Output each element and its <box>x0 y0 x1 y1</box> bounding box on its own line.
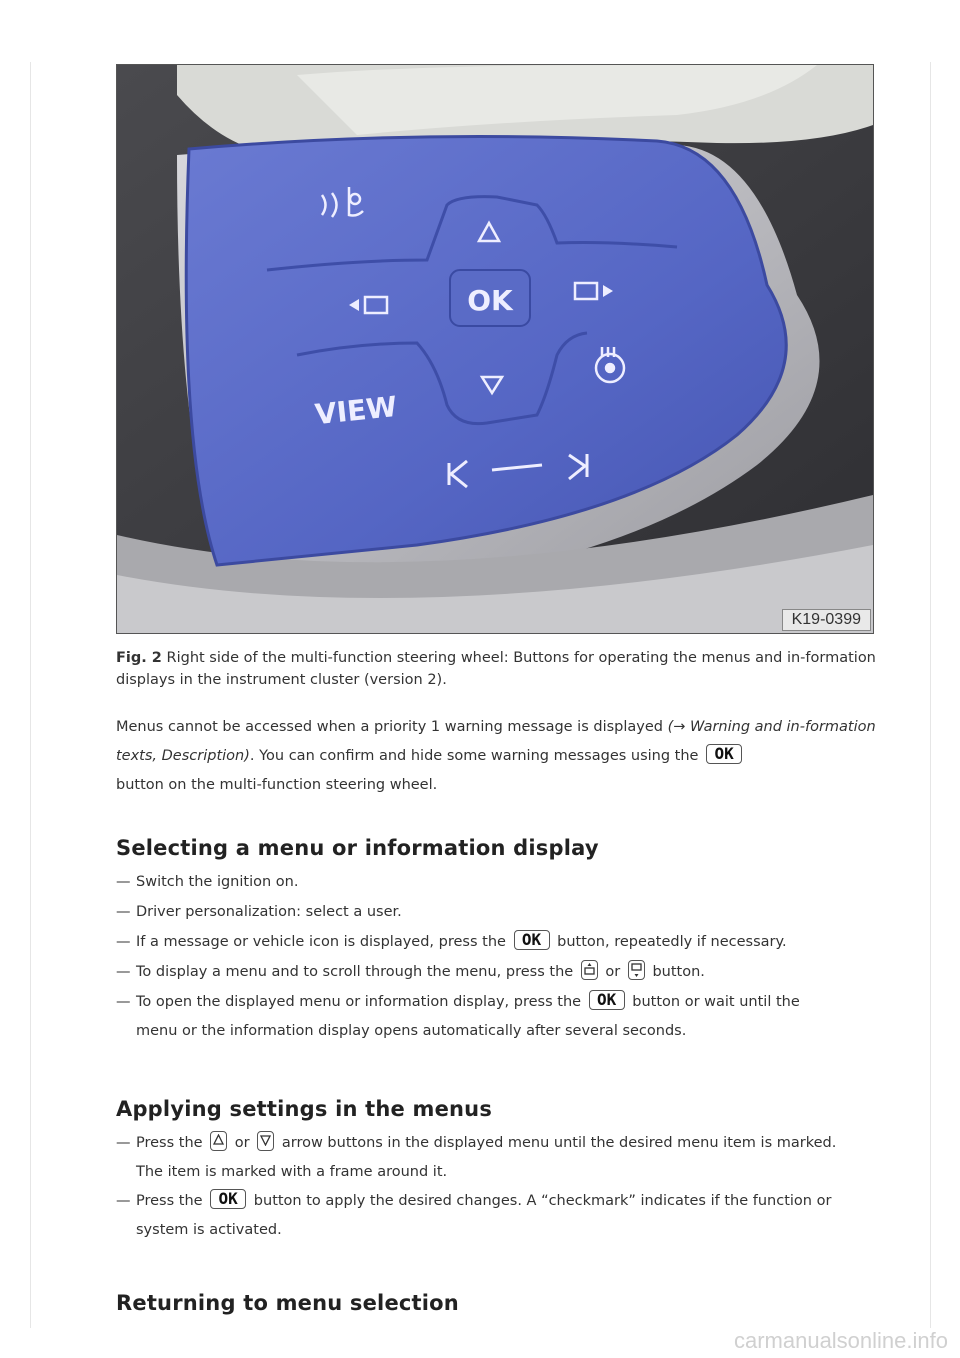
ok-key-icon: OK <box>706 744 742 764</box>
list-item: — Press the or arrow buttons in the displayed menu until the desired menu item is marked. The item is marked with a frame around it. <box>116 1129 896 1187</box>
menu-left-key-icon <box>581 960 598 980</box>
list-item: — To open the displayed menu or information display, press the OK button or wait until the menu or the information display opens automatically after several seconds. <box>116 990 800 1039</box>
menu-right-key-icon <box>628 960 645 980</box>
right-margin-line <box>930 62 931 1328</box>
figure-caption-text: Right side of the multi-function steering wheel: Buttons for operating the menus and in-formation displays in the instrument cluster (version 2). <box>116 650 876 688</box>
figure-code: K19-0399 <box>782 609 871 631</box>
figure-caption <box>116 647 876 691</box>
view-button-label: VIEW <box>313 389 399 432</box>
section-heading-returning-menu: Returning to menu selection <box>116 1291 459 1315</box>
intro-paragraph <box>116 713 876 800</box>
section-heading-applying-settings: Applying settings in the menus <box>116 1097 493 1121</box>
section-heading-selecting-menu: Selecting a menu or information display <box>116 836 599 860</box>
list-item: — Press the OK button to apply the desired changes. A “checkmark” indicates if the function or system is activated. <box>116 1189 832 1238</box>
intro-text-after: . You can confirm and hide some warning messages using the <box>249 748 699 764</box>
up-arrow-key-icon <box>210 1131 227 1151</box>
intro-text-before: Menus cannot be accessed when a priority 1 warning message is displayed <box>116 719 668 735</box>
list-item: — Switch the ignition on. <box>116 874 299 890</box>
steering-wheel-figure <box>116 64 874 634</box>
ok-button-label: OK <box>467 284 513 317</box>
ok-key-icon: OK <box>514 930 550 950</box>
list-item: — To display a menu and to scroll through the menu, press the or button. <box>116 958 896 987</box>
down-arrow-key-icon <box>257 1131 274 1151</box>
ok-key-icon: OK <box>589 990 625 1010</box>
watermark: carmanualsonline.info <box>733 1328 948 1353</box>
figure-label: Fig. 2 <box>116 650 162 666</box>
list-item: — Driver personalization: select a user. <box>116 904 402 920</box>
left-margin-line <box>30 62 31 1328</box>
steering-wheel-illustration <box>117 65 873 633</box>
ok-key-icon: OK <box>210 1189 246 1209</box>
warning-texts-link[interactable]: (→ Warning and in-formation texts, Description) <box>116 719 876 764</box>
list-item: — If a message or vehicle icon is displayed, press the OK button, repeatedly if necessary. <box>116 930 787 950</box>
intro-text-end: button on the multi-function steering wheel. <box>116 777 438 793</box>
